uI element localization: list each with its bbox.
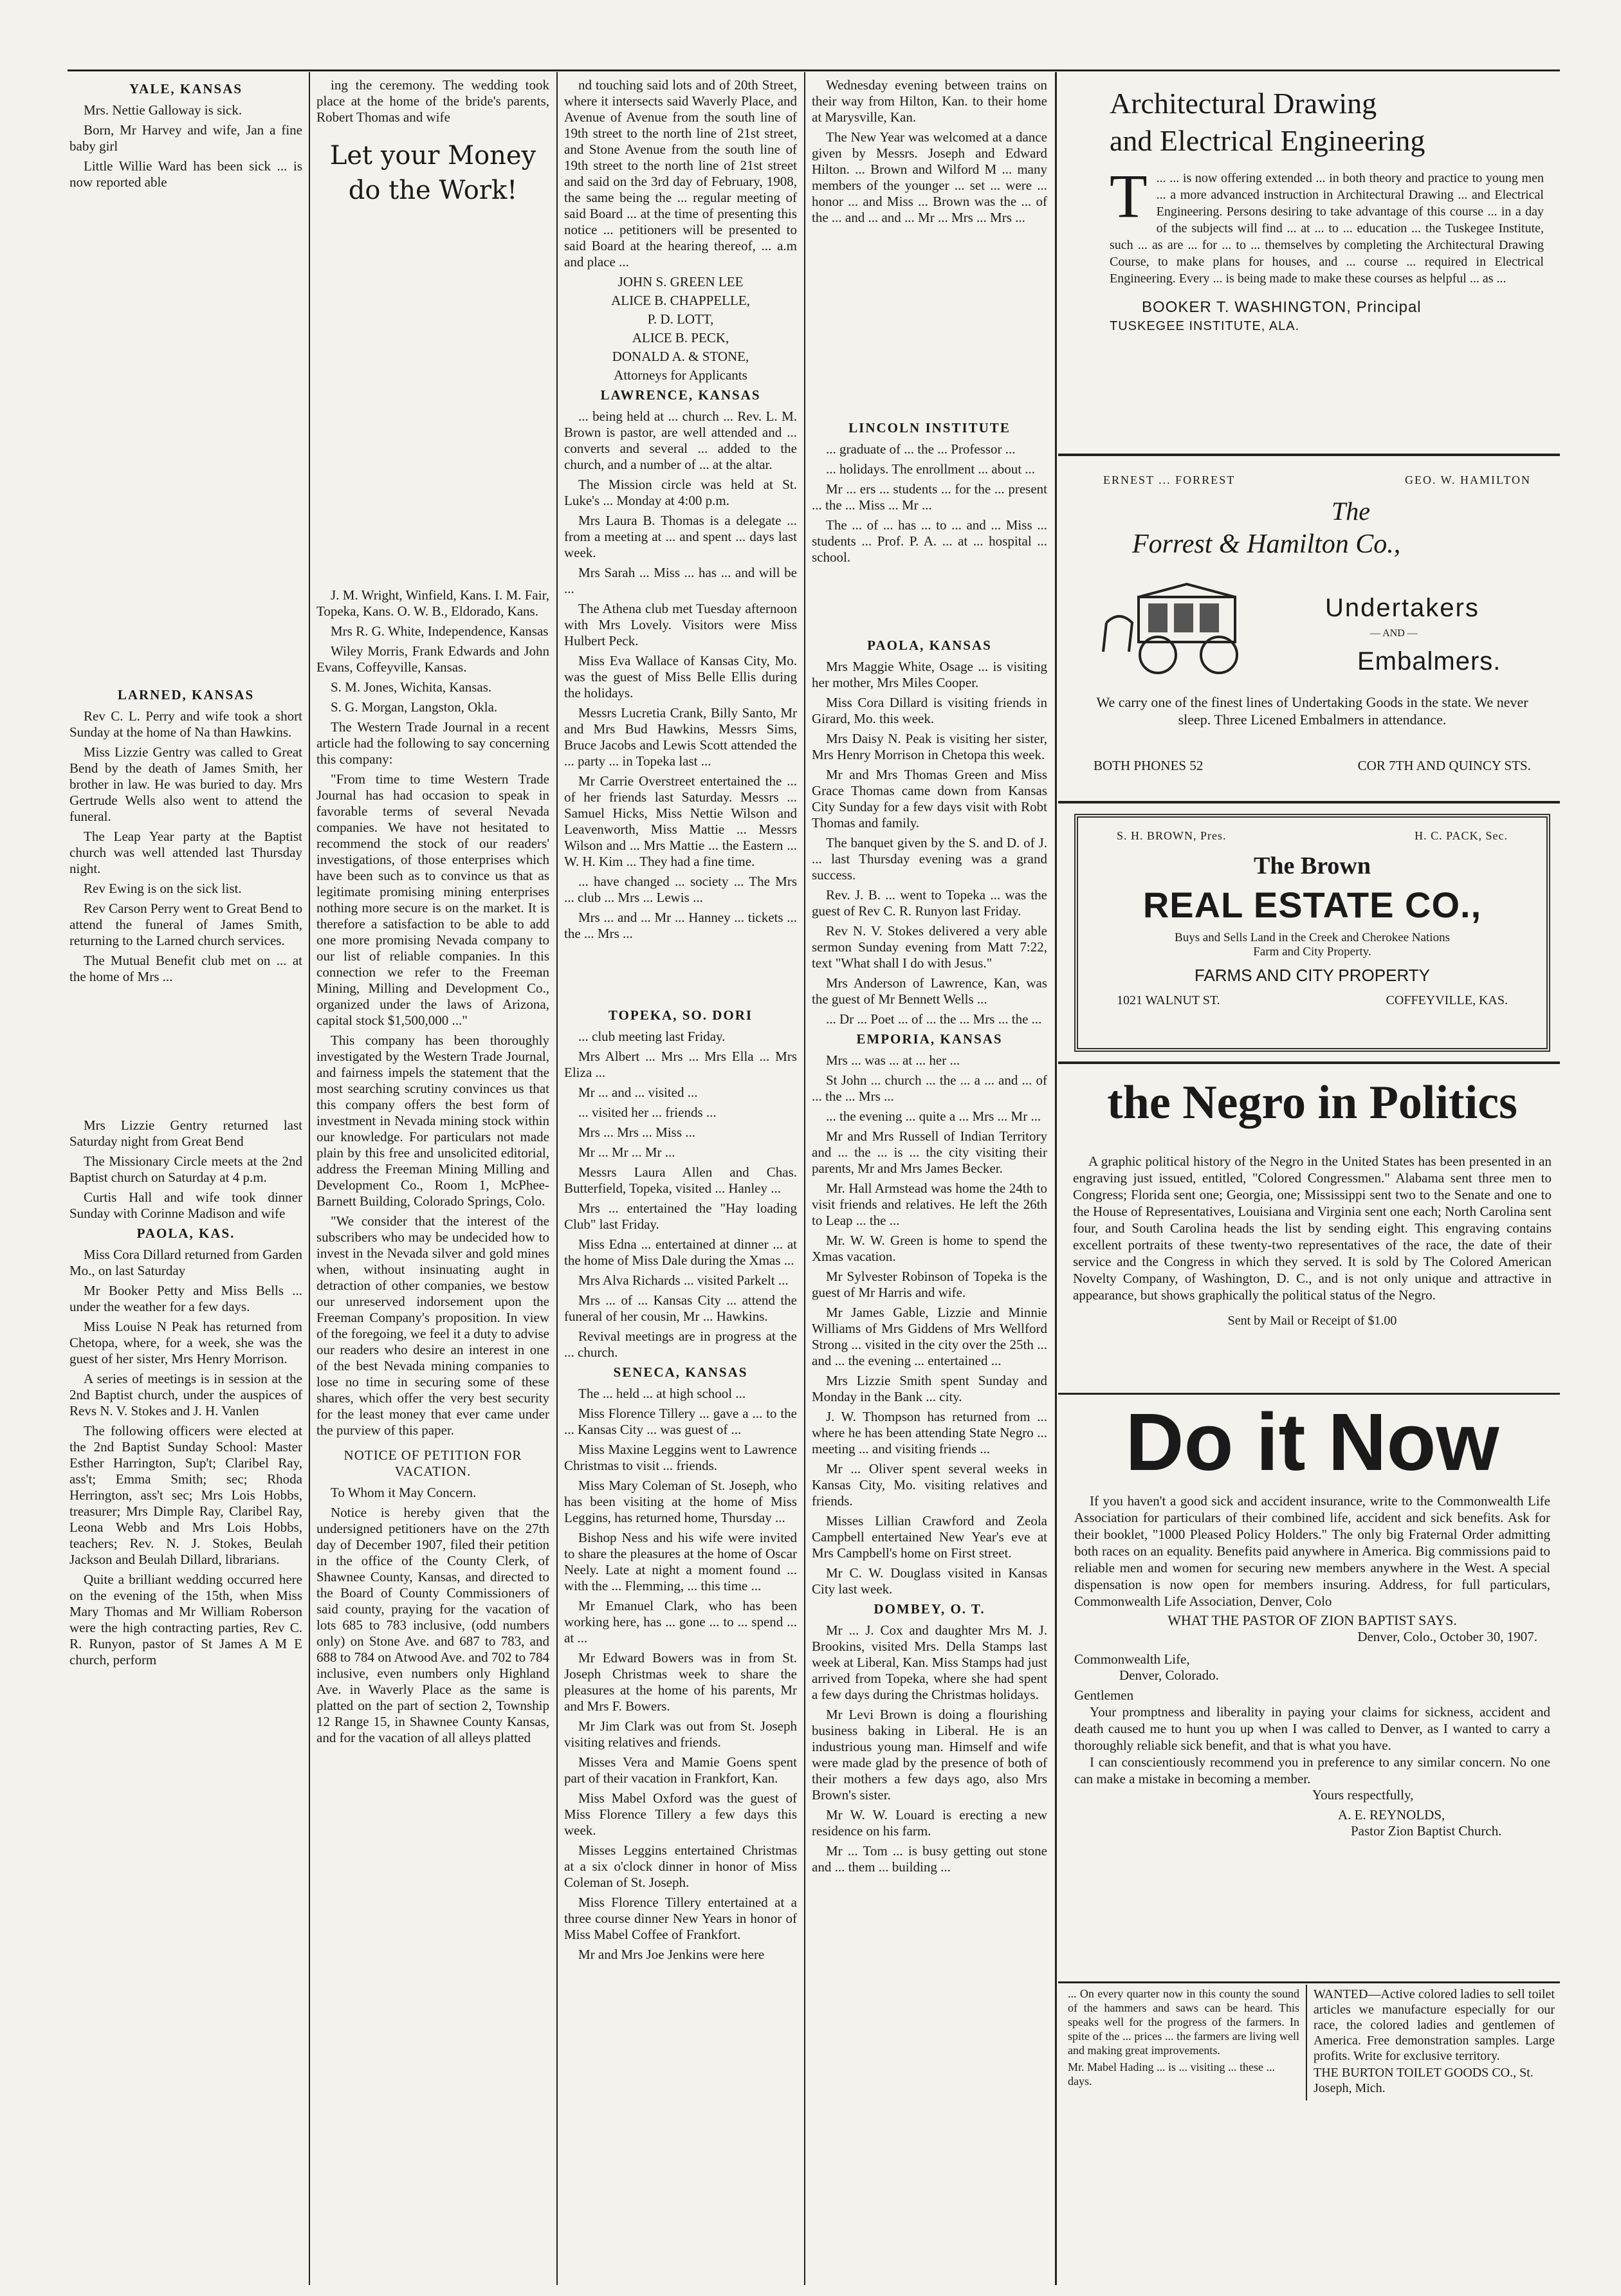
- news-item: Misses Lillian Crawford and Zeola Campbell entertained New Year's eve at Mrs Campbell's home on First street.: [812, 1513, 1047, 1561]
- news-item: The Missionary Circle meets at the 2nd Baptist church on Saturday at 4 p.m.: [69, 1153, 302, 1185]
- undertakers-and: — AND —: [1370, 628, 1418, 639]
- ad-divider: [1058, 1393, 1560, 1395]
- politics-ad-price: Sent by Mail or Receipt of $1.00: [1227, 1314, 1397, 1328]
- news-item: Miss Florence Tillery entertained at a three course dinner New Years in honor of Miss Mabel Coffee of Frankfort.: [564, 1895, 797, 1942]
- news-item: Rev Ewing is on the sick list.: [84, 881, 242, 896]
- section-heading: YALE, KANSAS: [129, 81, 243, 96]
- toilet-goods-firm: THE BURTON TOILET GOODS CO., St. Joseph, Mich.: [1314, 2066, 1534, 2095]
- do-it-now-letter2: I can conscientiously recommend you in preference to any similar concern. No one can make a mistake in becoming a member.: [1074, 1754, 1550, 1786]
- news-item: Mrs R. G. White, Independence, Kansas: [331, 623, 549, 639]
- news-item: Rev Carson Perry went to Great Bend to attend the funeral of James Smith, returning to the Larned church services.: [69, 901, 302, 948]
- news-item: Mr ... Mr ... Mr ...: [578, 1144, 675, 1160]
- news-item: Wednesday evening between trains on their way from Hilton, Kan. to their home at Marysville, Kan.: [812, 77, 1047, 125]
- news-item: Mrs Sarah ... Miss ... has ... and will be ...: [564, 565, 797, 596]
- do-it-now-subhead: WHAT THE PASTOR OF ZION BAPTIST SAYS.: [1168, 1612, 1457, 1628]
- ad-divider: [1058, 801, 1560, 804]
- news-item: Mrs Albert ... Mrs ... Mrs Ella ... Mrs Eliza ...: [564, 1049, 797, 1080]
- partner-name-left: ERNEST ... FORREST: [1103, 473, 1236, 486]
- news-item: Miss Mary Coleman of St. Joseph, who has been visiting at the home of Miss Leggins, has returned home, Thursday ...: [564, 1478, 797, 1525]
- news-item: Rev C. L. Perry and wife took a short Sunday at the home of Na than Hawkins.: [69, 708, 302, 740]
- news-item: Quite a brilliant wedding occurred here on the evening of the 15th, when Miss Mary Thomas and Mr William Roberson were the high contracting parties, Rev C. R. Runyon, pastor of St James A M E church, perform: [69, 1572, 302, 1667]
- news-item: Miss Louise N Peak has returned from Chetopa, where, for a week, she was the guest of her sister, Mrs Henry Morrison.: [69, 1319, 302, 1366]
- news-item: Mrs Lizzie Gentry returned last Saturday night from Great Bend: [69, 1117, 302, 1149]
- news-item: Mrs ... of ... Kansas City ... attend the funeral of her cousin, Mr ... Hawkins.: [564, 1292, 797, 1324]
- signer: JOHN S. GREEN LEE: [618, 274, 744, 289]
- politics-ad-title: the Negro in Politics: [1107, 1076, 1517, 1129]
- news-item: Messrs Laura Allen and Chas. Butterfield, Topeka, visited ... Hanley ...: [564, 1164, 797, 1196]
- news-item: The Western Trade Journal in a recent article had the following to say concerning this company:: [316, 719, 549, 767]
- ad-divider: [1058, 1061, 1560, 1064]
- column-rule-3: [804, 72, 805, 2285]
- news-item: Mr. W. W. Green is home to spend the Xmas vacation.: [812, 1233, 1047, 1264]
- news-item: Little Willie Ward has been sick ... is now reported able: [69, 158, 302, 190]
- news-item: This company has been thoroughly investigated by the Western Trade Journal, and fairness impels the statement that the most searching scrutiny convinces us that this company offers the best form of investment in Nevada mining stock within our knowledge. For particulars not made plain by this free and unsolicited editorial, address the Freeman Mining Milling and Development Co., Room 1, McPhee-Barnett Building, Colorado Springs, Colo.: [316, 1033, 549, 1209]
- real-estate-name-1: The Brown: [1254, 852, 1371, 879]
- architecture-ad-subtitle: and Electrical Engineering: [1110, 124, 1425, 157]
- do-it-now-addr2: Denver, Colorado.: [1119, 1667, 1219, 1683]
- county-news-item: [1068, 1987, 1299, 2102]
- notice-item: To Whom it May Concern.: [331, 1485, 477, 1500]
- news-item: Mr Carrie Overstreet entertained the ... of her friends last Saturday. Messrs ... Samuel Hicks, Miss Nettie Wilson and Leavenworth, Miss Mattie ... Messrs Wilson and ... Mrs Mattie ... the Eastern ... W. H. Kim ... They had a fine time.: [564, 773, 797, 869]
- architecture-ad-title: Architectural Drawing: [1110, 87, 1377, 120]
- politics-ad: [1068, 1068, 1557, 1390]
- do-it-now-signer-title: Pastor Zion Baptist Church.: [1351, 1823, 1502, 1839]
- news-item: A series of meetings is in session at the 2nd Baptist church, under the auspices of Revs N. V. Stokes and J. H. Vanlen: [69, 1371, 302, 1419]
- news-item: Mrs ... Mrs ... Miss ...: [578, 1125, 696, 1140]
- section-heading: EMPORIA, KANSAS: [856, 1031, 1003, 1047]
- news-item: Mr Jim Clark was out from St. Joseph visiting relatives and friends.: [564, 1718, 797, 1750]
- news-item: St John ... church ... the ... a ... and ... of ... the ... Mrs ...: [812, 1072, 1047, 1104]
- news-item: Miss Florence Tillery ... gave a ... to the ... Kansas City ... was guest of ...: [564, 1406, 797, 1437]
- undertakers-address: COR 7TH AND QUINCY STS.: [1357, 758, 1531, 773]
- column-2: [316, 77, 549, 2284]
- undertakers-the: The: [1332, 497, 1370, 526]
- toilet-goods-ad: [1314, 1987, 1555, 2109]
- architecture-ad-signature: BOOKER T. WASHINGTON, Principal: [1142, 298, 1422, 316]
- news-item: Mr and Mrs Thomas Green and Miss Grace Thomas came down from Kansas City Sunday for a few days visit with Robt Thomas and family.: [812, 767, 1047, 831]
- do-it-now-body: If you haven't a good sick and accident insurance, write to the Commonwealth Life Association for particulars of their combined life, accident and sick benefits. Ask for their booklet, "1000 Pleased Policy Holders." The only big Fraternal Order admitting both races on an equality. Benefits paid anywhere in America. Big commissions paid to reliable men and women for securing new members anywhere in the West. A special dispensation is now open for members insuring. Address, for full particulars, Commonwealth Life Association, Denver, Colo: [1074, 1493, 1550, 1609]
- top-rule: [68, 69, 1560, 71]
- news-item: Mr Booker Petty and Miss Bells ... under the weather for a few days.: [69, 1283, 302, 1314]
- news-item: Rev. J. B. ... went to Topeka ... was the guest of Rev C. R. Runyon last Friday.: [812, 887, 1047, 919]
- do-it-now-title: Do it Now: [1125, 1397, 1499, 1487]
- signer: DONALD A. & STONE,: [612, 349, 749, 364]
- partner-name-right: GEO. W. HAMILTON: [1404, 473, 1531, 486]
- signer: Attorneys for Applicants: [614, 367, 747, 383]
- news-item: ... the evening ... quite a ... Mrs ... Mr ...: [826, 1108, 1041, 1124]
- news-item: Mr and Mrs Russell of Indian Territory and ... the ... is ... the city visiting their parents, Mr and Mrs James Becker.: [812, 1128, 1047, 1176]
- ad-divider: [1058, 454, 1560, 456]
- news-item: Mr ... and ... visited ...: [578, 1085, 698, 1100]
- news-item: Mrs ... and ... Mr ... Hanney ... tickets ... the ... Mrs ...: [564, 910, 797, 941]
- news-item: Mrs ... entertained the "Hay loading Club" last Friday.: [564, 1200, 797, 1232]
- do-it-now-ad: [1068, 1397, 1557, 1976]
- news-item: ing the ceremony. The wedding took place at the home of the bride's parents, Robert Thomas and wife: [316, 77, 549, 125]
- news-item: Mrs Lizzie Smith spent Sunday and Monday in the Bank ... city.: [812, 1373, 1047, 1404]
- undertakers-firm-name: Forrest & Hamilton Co.,: [1132, 529, 1401, 559]
- news-item: J. M. Wright, Winfield, Kans. I. M. Fair, Topeka, Kans. O. W. B., Eldorado, Kans.: [316, 587, 549, 619]
- news-item: ... have changed ... society ... The Mrs ... club ... Mrs ... Lewis ...: [564, 874, 797, 905]
- hearse-icon: [1094, 574, 1287, 684]
- real-estate-line1: Buys and Sells Land in the Creek and Cherokee Nations: [1175, 931, 1450, 944]
- politics-ad-body: A graphic political history of the Negro in the United States has been presented in an engraving just issued, entitled, "Colored Congressmen." Alabama sent three men to Congress; Florida sent one; Georgia, one; Mississippi sent two to the Senate and one to the House of Representatives, Louisiana and Virginia sent one each; North Carolina sent four, and South Carolina heads the list by sending eight. This engraving contains excellent portraits of these twenty-two representatives of the race, the date of their service and the Congress in which they served. It is sold by The Colored American Novelty Company, of Washington, D. C., and is not only unique and attractive in appearance, but shows graphically the political status of the Negro.: [1073, 1153, 1552, 1303]
- news-item: ... club meeting last Friday.: [578, 1029, 726, 1044]
- do-it-now-salutation: Gentlemen: [1074, 1687, 1134, 1703]
- news-item: Curtis Hall and wife took dinner Sunday with Corinne Madison and wife: [69, 1189, 302, 1221]
- undertakers-ad: [1068, 462, 1557, 796]
- real-estate-line2: Farm and City Property.: [1253, 945, 1371, 959]
- architecture-ad-body: ... ... is now offering extended ... in both theory and practice to young men ... a more advanced instruction in Architectural Drawing ... and Electrical Engineering. Persons desiring to take advantage of this course ... in a day of the subjects will find ... at ... to ... education ... the Tuskegee Institute, such ... as are ... for ... to ... themselves by completing the Architectural Drawing Course, to make plans for houses, and ... course ... required in Electrical Engineering. Every ... is being made to make these courses as helpful ... as ...: [1110, 171, 1544, 286]
- news-item: Miss Cora Dillard returned from Garden Mo., on last Saturday: [69, 1247, 302, 1278]
- news-item: The banquet given by the S. and D. of J. ... last Thursday evening was a grand success.: [812, 835, 1047, 883]
- column-rule-2: [556, 72, 558, 2285]
- news-item: Bishop Ness and his wife were invited to share the pleasures at the home of Oscar Neely. Late at night a moment found ... with the ... Flemming, ... this time ...: [564, 1530, 797, 1593]
- news-item: The ... held ... at high school ...: [578, 1386, 746, 1401]
- column-rule-5: [1306, 1985, 1307, 2100]
- notice-title: NOTICE OF PETITION FOR VACATION.: [343, 1447, 522, 1479]
- news-item: nd touching said lots and of 20th Street, where it intersects said Waverly Place, and Avenue of Avenue from the south line of 19th street to the north line of 21st street, and Stone Avenue from the south line of 19th street to the north line of 21st street and said on the 3rd day of February, 1908, the same being the ... regular meeting of said Board ... at the time of presenting this notice ... petitioners will be presented to said Board at the hearing thereof, ... a.m and place ...: [564, 77, 797, 270]
- do-it-now-addr1: Commonwealth Life,: [1074, 1651, 1190, 1667]
- news-item: Mrs Laura B. Thomas is a delegate ... from a meeting at ... and spent ... days last week.: [564, 513, 797, 560]
- section-heading: TOPEKA, SO. DORI: [608, 1007, 753, 1023]
- undertakers-line1: Undertakers: [1325, 594, 1479, 622]
- section-heading: LINCOLN INSTITUTE: [848, 420, 1011, 436]
- news-item: The Mutual Benefit club met on ... at the home of Mrs ...: [69, 953, 302, 984]
- news-item: Miss Edna ... entertained at dinner ... at the home of Miss Dale during the Xmas ...: [564, 1236, 797, 1268]
- section-heading: SENECA, KANSAS: [613, 1364, 748, 1380]
- news-item: Misses Leggins entertained Christmas at a six o'clock dinner in honor of Miss Coleman of St. Joseph.: [564, 1842, 797, 1890]
- news-item: The Leap Year party at the Baptist church was well attended last Thursday night.: [69, 829, 302, 876]
- news-item: Miss Eva Wallace of Kansas City, Mo. was the guest of Miss Belle Ellis during the holidays.: [564, 653, 797, 701]
- news-item: Mr ... Oliver spent several weeks in Kansas City, Mo. visiting relatives and friends.: [812, 1461, 1047, 1509]
- architecture-ad: [1065, 76, 1557, 449]
- do-it-now-letter: Your promptness and liberality in paying your claims for sickness, accident and death caused me to hunt you up when I was called to Denver, as I wanted to carry a thoroughly reliable sick benefit, and that is what you have.: [1074, 1704, 1550, 1753]
- real-estate-ad: [1074, 814, 1550, 1052]
- section-heading: DOMBEY, O. T.: [874, 1601, 985, 1617]
- architecture-ad-place: TUSKEGEE INSTITUTE, ALA.: [1110, 319, 1300, 333]
- news-item: Mr James Gable, Lizzie and Minnie Williams of Mrs Giddens of Mrs Wellford Strong ... visited in the city over the 25th ... and ... the evening ... entertained ...: [812, 1305, 1047, 1368]
- real-estate-line3: FARMS AND CITY PROPERTY: [1194, 966, 1430, 985]
- signer: ALICE B. PECK,: [632, 330, 729, 345]
- section-heading: LARNED, KANSAS: [117, 687, 255, 703]
- real-estate-secretary: H. C. PACK, Sec.: [1415, 829, 1508, 842]
- news-item: Mr and Mrs Joe Jenkins were here: [578, 1947, 765, 1962]
- do-it-now-dateline: Denver, Colo., October 30, 1907.: [1357, 1629, 1537, 1644]
- news-item: Mr W. W. Louard is erecting a new residence on his farm.: [812, 1807, 1047, 1839]
- ad-divider: [1058, 1981, 1560, 1983]
- news-item: Mrs. Nettie Galloway is sick.: [84, 102, 243, 118]
- news-item: The Athena club met Tuesday afternoon with Mrs Lovely. Visitors were Miss Hulbert Peck.: [564, 601, 797, 648]
- toilet-goods-body: WANTED—Active colored ladies to sell toilet articles we manufacture especially for our race, the colored ladies and gentlemen of America. Free demonstration samples. Large profits. Write for exclusive territory.: [1314, 1987, 1555, 2063]
- news-item: Miss Cora Dillard is visiting friends in Girard, Mo. this week.: [812, 695, 1047, 726]
- signer: P. D. LOTT,: [647, 311, 714, 327]
- news-item: The New Year was welcomed at a dance given by Messrs. Joseph and Edward Hilton. ... Brown and Wilford M ... many members of the younger ... set ... were ... honor ... and Miss ... Brown was the ... of the ... and ... and ... Mr ... Mrs ... Mrs ...: [812, 129, 1047, 225]
- section-heading: PAOLA, KAS.: [136, 1226, 235, 1241]
- news-item: Mr Edward Bowers was in from St. Joseph Christmas week to share the pleasures at the home of his parents, Mr and Mrs F. Bowers.: [564, 1650, 797, 1714]
- county-news-tail: Mr. Mabel Hading ... is ... visiting ... these ... days.: [1068, 2061, 1275, 2088]
- news-item: Wiley Morris, Frank Edwards and John Evans, Coffeyville, Kansas.: [316, 643, 549, 675]
- column-rule-4: [1055, 72, 1057, 2285]
- money-ad-title: Let your Money do the Work!: [329, 141, 536, 205]
- county-news-body: ... On every quarter now in this county the sound of the hammers and saws can be heard. This speaks well for the progress of the farmers. In spite of the ... prices ... the farmers are living well and making great improvements.: [1068, 1987, 1299, 2057]
- column-4: [812, 77, 1047, 2284]
- news-item: Mr Levi Brown is doing a flourishing business baking in Liberal. He is an industrious young man. Himself and wife were made glad by the presence of both of their mothers a few days ago, also Mrs Brown's sister.: [812, 1707, 1047, 1803]
- news-item: ... visited her ... friends ...: [578, 1105, 717, 1120]
- undertakers-phones: BOTH PHONES 52: [1094, 758, 1204, 773]
- news-item: ... graduate of ... the ... Professor ...: [826, 441, 1016, 457]
- real-estate-street: 1021 WALNUT ST.: [1117, 993, 1220, 1007]
- news-item: Mr ... ers ... students ... for the ... present ... the ... Miss ... Mr ...: [812, 481, 1047, 513]
- real-estate-president: S. H. BROWN, Pres.: [1117, 829, 1227, 842]
- news-item: J. W. Thompson has returned from ... where he has been attending State Negro ... meeting ... and visiting friends ...: [812, 1409, 1047, 1456]
- news-item: Messrs Lucretia Crank, Billy Santo, Mr and Mrs Bud Hawkins, Messrs Sims, Bruce Jacobs and Lewis Scott attended the ... party ... in Topeka last ...: [564, 705, 797, 769]
- news-item: Mr Sylvester Robinson of Topeka is the guest of Mr Harris and wife.: [812, 1269, 1047, 1300]
- news-item: ... Dr ... Poet ... of ... the ... Mrs ... the ...: [826, 1011, 1042, 1027]
- news-item: Mrs Alva Richards ... visited Parkelt ...: [578, 1272, 789, 1288]
- news-item: Mr ... Tom ... is busy getting out stone and ... them ... building ...: [812, 1843, 1047, 1875]
- column-1: [69, 77, 302, 2284]
- news-item: The ... of ... has ... to ... and ... Miss ... students ... Prof. P. A. ... at ... hospital ... school.: [812, 517, 1047, 565]
- news-item: Mrs ... was ... at ... her ...: [826, 1052, 960, 1068]
- news-item: S. G. Morgan, Langston, Okla.: [331, 699, 498, 715]
- news-item: The Mission circle was held at St. Luke's ... Monday at 4:00 p.m.: [564, 477, 797, 508]
- news-item: Miss Mabel Oxford was the guest of Miss Florence Tillery a few days this week.: [564, 1790, 797, 1838]
- news-item: Misses Vera and Mamie Goens spent part of their vacation in Frankfort, Kan.: [564, 1754, 797, 1786]
- news-item: Miss Maxine Leggins went to Lawrence Christmas to visit ... friends.: [564, 1442, 797, 1473]
- news-item: Mr Emanuel Clark, who has been working here, has ... gone ... to ... spend ... at ...: [564, 1598, 797, 1646]
- news-item: Mr. Hall Armstead was home the 24th to visit friends and relatives. He left the 26th to Leap ... the ...: [812, 1180, 1047, 1228]
- do-it-now-closing: Yours respectfully,: [1312, 1787, 1414, 1803]
- news-item: Mrs Daisy N. Peak is visiting her sister, Mrs Henry Morrison in Chetopa this week.: [812, 731, 1047, 762]
- news-item: Mr C. W. Douglass visited in Kansas City last week.: [812, 1565, 1047, 1597]
- drop-cap: T: [1110, 161, 1148, 230]
- news-item: "We consider that the interest of the subscribers who may be undecided how to invest in the Nevada silver and gold mines when, without insinuating aught in detraction of other companies, we bestow our unreserved indorsement upon the Freeman Company's proposition. In view of the foregoing, we feel it a duty to advise our readers who desire an interest in one of the best Nevada mining companies to lose no time in securing some of these shares, which offer the very best security for the least money that ever came under the purview of this paper.: [316, 1213, 549, 1438]
- news-item: Born, Mr Harvey and wife, Jan a fine baby girl: [69, 122, 302, 154]
- section-heading: PAOLA, KANSAS: [867, 638, 992, 653]
- do-it-now-signer: A. E. REYNOLDS,: [1338, 1807, 1445, 1823]
- news-item: ... holidays. The enrollment ... about ...: [826, 461, 1036, 477]
- news-item: Mr ... J. Cox and daughter Mrs M. J. Brookins, visited Mrs. Della Stamps last week at Liberal, Kan. Miss Stamps had just arrived from Topeka, where she had spent a few days during the Christmas holidays.: [812, 1622, 1047, 1702]
- real-estate-city: COFFEYVILLE, KAS.: [1386, 993, 1508, 1007]
- signer: ALICE B. CHAPPELLE,: [611, 293, 750, 308]
- news-item: Rev N. V. Stokes delivered a very able sermon Sunday evening from Matt 7:22, text "What shall I do with Jesus.": [812, 923, 1047, 971]
- news-item: Miss Lizzie Gentry was called to Great Bend by the death of James Smith, her brother in law. He was buried to day. Mrs Gertrude Wells also went to attend the funeral.: [69, 744, 302, 824]
- news-item: S. M. Jones, Wichita, Kansas.: [331, 679, 492, 695]
- news-item: Revival meetings are in progress at the ... church.: [564, 1328, 797, 1360]
- section-heading: LAWRENCE, KANSAS: [600, 387, 761, 403]
- news-item: Mrs Maggie White, Osage ... is visiting her mother, Mrs Miles Cooper.: [812, 659, 1047, 690]
- column-rule-1: [309, 72, 310, 2285]
- news-item: "From time to time Western Trade Journal has had occasion to speak in favorable terms of several Nevada companies. We have not hesitated to recommend the stock of our readers' investigations, of those enterprises which have been such as to convince us that as legitimate promising mining enterprises nothing more secure is on the market. It is therefore a satisfaction to be able to add one more promising Nevada company to our list of reliable companies. In this connection we refer to the Freeman Mining, Milling and Development Co., organized under the laws of Arizona, capital stock $1,500,000 ...": [316, 771, 549, 1028]
- news-item: The following officers were elected at the 2nd Baptist Sunday School: Master Esther Harrington, Sup't; Claribel Ray, ass't; Emma Smith; sec; Rhoda Herrington, ass't sec; Mrs Lois Hobbs, treasurer; Mrs Dimple Ray, Claribel Ray, Leona Webb and Mrs Lois Hobbs, teachers; Rev. N. J. Stokes, Beulah Jackson and Beulah Dillard, librarians.: [69, 1423, 302, 1567]
- news-item: Mrs Anderson of Lawrence, Kan, was the guest of Mr Bennett Wells ...: [812, 975, 1047, 1007]
- undertakers-body: We carry one of the finest lines of Undertaking Goods in the state. We never sleep. Three Licened Embalmers in attendance.: [1096, 694, 1528, 728]
- column-3: [564, 77, 797, 2284]
- undertakers-line2: Embalmers.: [1357, 647, 1501, 675]
- real-estate-name-2: REAL ESTATE CO.,: [1142, 885, 1482, 925]
- news-item: ... being held at ... church ... Rev. L. M. Brown is pastor, are well attended and ... converts and several ... added to the church, and a number of ... at the altar.: [564, 409, 797, 472]
- notice-item: Notice is hereby given that the undersigned petitioners have on the 27th day of December 1907, filed their petition in the office of the County Clerk, of Shawnee County, Kansas, and directed to the Board of County Commissioners of said county, praying for the vacation of lots 685 to 783 inclusive, (odd numbers only) on Stone Ave. and 687 to 783, and 688 to 784 on Atwood Ave. and 702 to 784 inclusive, even numbers only Highland Ave. in Waverly Place as the same is platted on the part of section 2, Township 12 Range 15, in Shawnee County Kansas, and for the vacation of all alleys platted: [316, 1505, 549, 1745]
